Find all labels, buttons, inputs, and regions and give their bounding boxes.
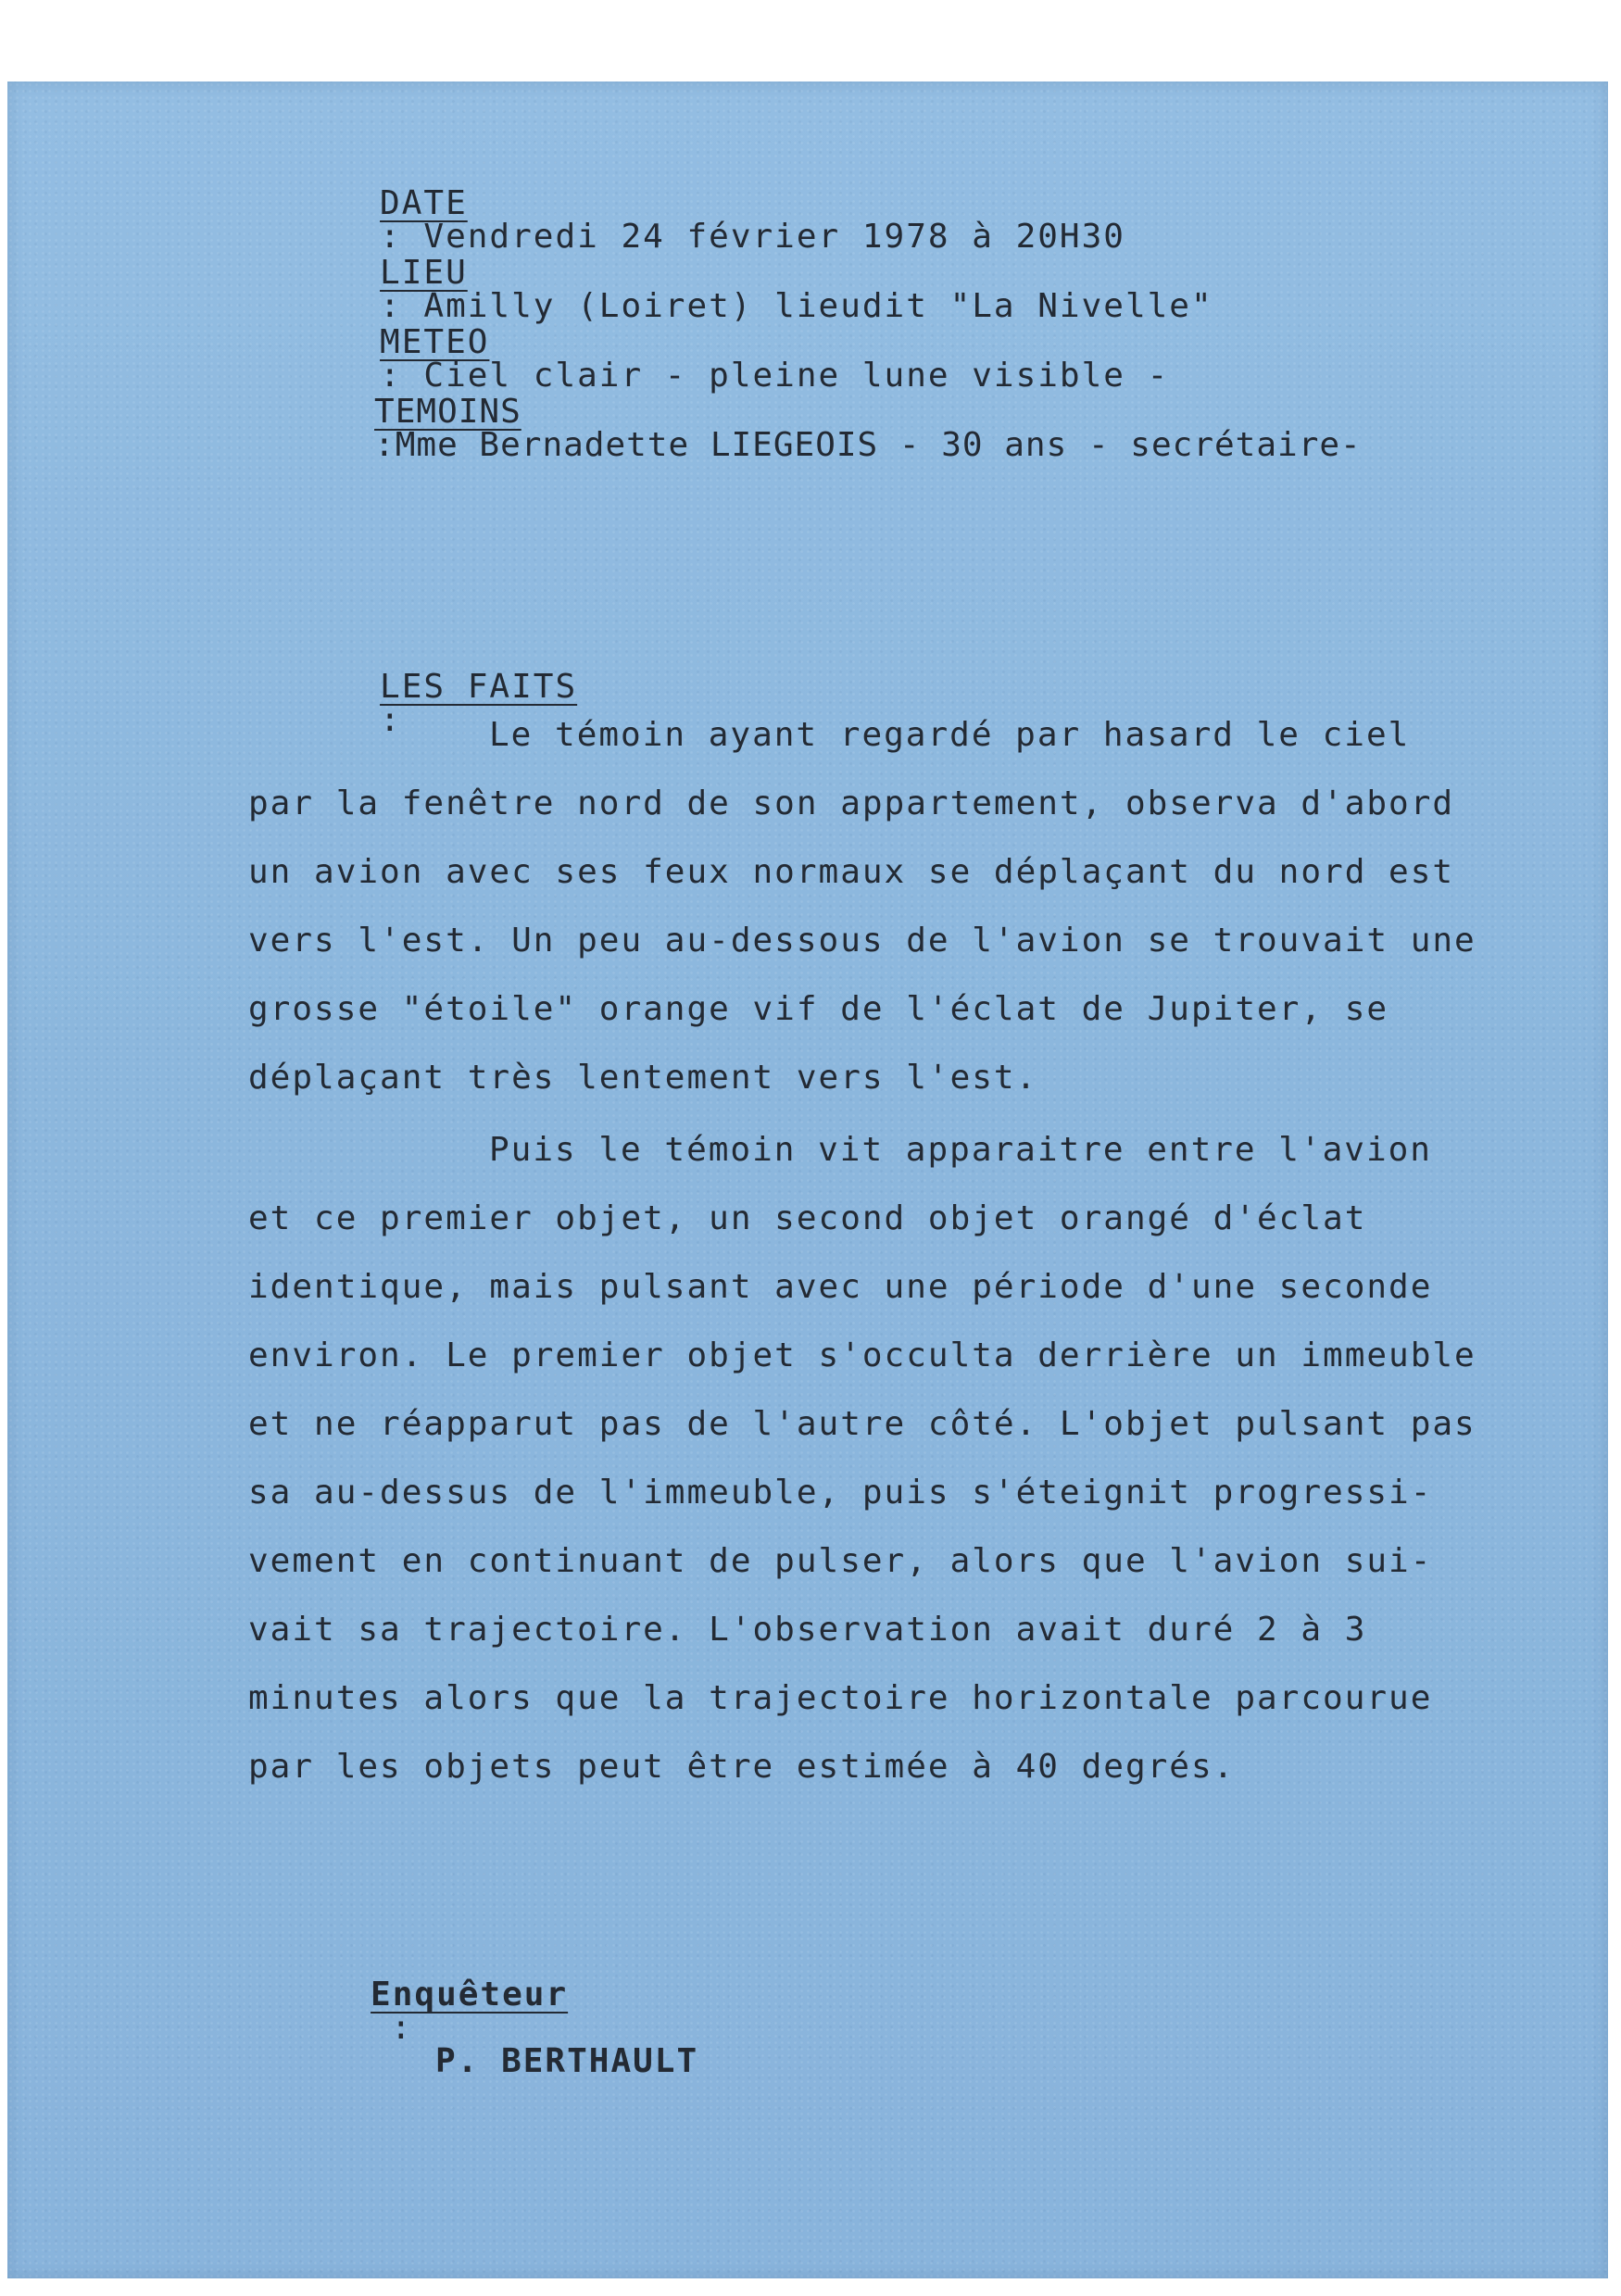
date-label: DATE: [380, 184, 468, 222]
body-line: et ne réapparut pas de l'autre côté. L'objet pulsant pas: [248, 1405, 1476, 1443]
enqueteur-label: Enquêteur: [371, 1976, 569, 2014]
blue-paper-sheet: [7, 82, 1608, 2278]
faits-heading: LES FAITS: [380, 668, 578, 706]
lieu-label: LIEU: [380, 254, 468, 292]
body-line: et ce premier objet, un second objet orangé d'éclat: [248, 1199, 1367, 1237]
body-line: minutes alors que la trajectoire horizontale parcourue: [248, 1679, 1433, 1717]
body-line: environ. Le premier objet s'occulta derrière un immeuble: [248, 1336, 1476, 1374]
faits-heading-colon: :: [380, 701, 402, 739]
enqueteur-line: [239, 1945, 698, 2112]
body-line: sa au-dessus de l'immeuble, puis s'éteignit progressi-: [248, 1474, 1433, 1512]
body-line: vers l'est. Un peu au-dessous de l'avion se trouvait une: [248, 922, 1476, 960]
date-value: : Vendredi 24 février 1978 à 20H30: [380, 218, 1125, 256]
body-line: par les objets peut être estimée à 40 degrés.: [248, 1748, 1236, 1786]
temoins-label: TEMOINS: [374, 393, 521, 431]
body-line: Puis le témoin vit apparaitre entre l'avion: [489, 1131, 1432, 1169]
meteo-value: : Ciel clair - pleine lune visible -: [380, 357, 1170, 395]
lieu-value: : Amilly (Loiret) lieudit "La Nivelle": [380, 287, 1213, 325]
meteo-label: METEO: [380, 323, 490, 361]
enqueteur-name: P. BERTHAULT: [435, 2042, 699, 2080]
body-line: vement en continuant de pulser, alors que l'avion sui-: [248, 1542, 1433, 1580]
temoins-line: [248, 362, 1362, 496]
enqueteur-colon: :: [391, 2009, 413, 2047]
body-line: déplaçant très lentement vers l'est.: [248, 1059, 1038, 1097]
body-line: grosse "étoile" orange vif de l'éclat de Jupiter, se: [248, 990, 1389, 1028]
body-line: identique, mais pulsant avec une période d'une seconde: [248, 1268, 1433, 1306]
body-line: par la fenêtre nord de son appartement, observa d'abord: [248, 784, 1455, 822]
body-line: Le témoin ayant regardé par hasard le ciel: [489, 716, 1411, 754]
temoins-value: :Mme Bernadette LIEGEOIS - 30 ans - secrétaire-: [374, 426, 1362, 464]
body-line: un avion avec ses feux normaux se déplaçant du nord est: [248, 853, 1455, 891]
body-line: vait sa trajectoire. L'observation avait duré 2 à 3: [248, 1611, 1367, 1649]
